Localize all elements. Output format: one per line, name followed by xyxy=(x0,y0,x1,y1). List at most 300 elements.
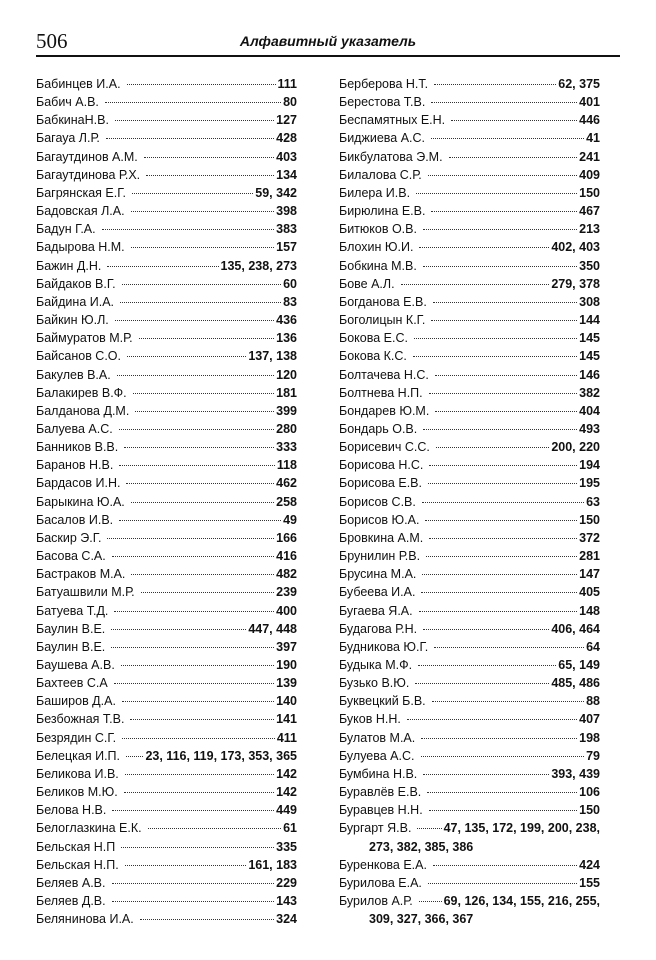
dot-leader xyxy=(119,429,274,430)
index-entry-line xyxy=(36,892,297,910)
author-name: Баушева А.В. xyxy=(36,658,115,672)
author-name: Борисов Ю.А. xyxy=(339,512,420,527)
index-entry-line xyxy=(339,747,600,765)
index-entry-line xyxy=(339,329,600,347)
author-name: Бажин Д.Н. xyxy=(36,258,102,273)
author-name: Буравлёв Е.В. xyxy=(339,785,422,800)
page-references: 80 xyxy=(283,95,297,110)
author-name: Бадун Г.А. xyxy=(36,222,96,237)
page-references: 409 xyxy=(579,167,600,182)
page-references: 403 xyxy=(276,149,297,164)
dot-leader xyxy=(124,447,274,448)
author-name: Бумбина Н.В. xyxy=(339,766,418,781)
dot-leader xyxy=(105,102,281,103)
author-name: Будыка М.Ф. xyxy=(339,658,413,672)
author-name: Бахтеев С.А xyxy=(36,676,108,691)
index-entry-line xyxy=(339,166,600,184)
page-references: 333 xyxy=(276,440,297,455)
index-entry-line xyxy=(339,93,600,111)
page-references: 436 xyxy=(276,313,297,328)
index-entry-line xyxy=(339,819,600,837)
index-entry xyxy=(339,856,600,874)
page-references: 449 xyxy=(276,803,297,818)
author-name: Бобкина М.В. xyxy=(339,258,417,273)
running-title: Алфавитный указатель xyxy=(239,33,417,49)
dot-leader xyxy=(436,447,549,448)
page-references-continued: 273, 382, 385, 386 xyxy=(369,839,474,854)
page-references: 213 xyxy=(579,222,600,237)
index-entry xyxy=(36,729,297,747)
index-entry-line xyxy=(339,129,600,147)
page-references: 150 xyxy=(579,185,600,200)
author-name: Бакулев В.А. xyxy=(36,367,111,382)
dot-leader xyxy=(122,738,275,739)
author-name: Бурилов А.Р. xyxy=(339,894,413,909)
index-entry xyxy=(36,111,297,129)
index-entry xyxy=(36,783,297,801)
dot-leader xyxy=(106,138,274,139)
index-entry xyxy=(36,129,297,147)
author-name: Бастраков М.А. xyxy=(36,567,126,582)
page-references: 446 xyxy=(579,113,600,128)
index-entry-line xyxy=(339,674,600,692)
page-references: 157 xyxy=(276,240,297,255)
page-references: 258 xyxy=(276,494,297,509)
dot-leader xyxy=(423,774,549,775)
dot-leader xyxy=(131,211,275,212)
page-references: 147 xyxy=(579,567,600,582)
dot-leader xyxy=(419,901,442,902)
dot-leader xyxy=(115,120,274,121)
dot-leader xyxy=(122,701,274,702)
index-entry-line xyxy=(36,838,297,856)
page-references: 372 xyxy=(579,530,600,545)
dot-leader xyxy=(117,375,274,376)
index-entry xyxy=(36,474,297,492)
page-references: 155 xyxy=(579,875,600,890)
index-column-left xyxy=(36,75,297,928)
page-references: 150 xyxy=(579,512,600,527)
page-references: 61 xyxy=(283,821,297,836)
page-references: 64 xyxy=(586,639,600,654)
dot-leader xyxy=(421,756,585,757)
author-name: Буков Н.Н. xyxy=(339,712,401,727)
dot-leader xyxy=(433,302,577,303)
index-entry xyxy=(36,384,297,402)
dot-leader xyxy=(111,629,246,630)
index-entry-line xyxy=(339,257,600,275)
index-entry-line xyxy=(36,565,297,583)
author-name: Бикбулатова Э.М. xyxy=(339,149,443,164)
author-name: Бабинцев И.А. xyxy=(36,77,121,91)
page-references: 111 xyxy=(277,77,297,91)
dot-leader xyxy=(131,574,274,575)
index-entry-line xyxy=(339,892,600,910)
index-entry xyxy=(36,511,297,529)
index-entry xyxy=(36,93,297,111)
index-entry-line xyxy=(36,220,297,238)
author-name: Беляев А.В. xyxy=(36,875,106,890)
index-entry xyxy=(36,910,297,928)
dot-leader xyxy=(119,465,274,466)
index-entry xyxy=(339,111,600,129)
page-references: 143 xyxy=(276,894,297,909)
index-entry-line xyxy=(339,547,600,565)
author-name: Байдаков В.Г. xyxy=(36,276,116,291)
index-entry xyxy=(339,638,600,656)
author-name: Борисова Е.В. xyxy=(339,476,422,491)
author-name: Белова Н.В. xyxy=(36,803,107,818)
index-entry xyxy=(339,456,600,474)
dot-leader xyxy=(425,520,577,521)
index-entry-line xyxy=(339,493,600,511)
dot-leader xyxy=(146,175,274,176)
dot-leader xyxy=(428,483,577,484)
page-references: 400 xyxy=(276,603,297,618)
page-references: 241 xyxy=(579,149,600,164)
index-entry-line xyxy=(339,311,600,329)
page-references: 134 xyxy=(276,167,297,182)
page-header xyxy=(36,30,620,52)
dot-leader xyxy=(102,229,275,230)
index-entry xyxy=(339,438,600,456)
index-entry xyxy=(36,275,297,293)
index-entry-line xyxy=(339,656,600,674)
index-entry xyxy=(36,257,297,275)
index-entry-line xyxy=(339,529,600,547)
page-references: 406, 464 xyxy=(551,621,600,636)
index-entry-line xyxy=(339,710,600,728)
page-references: 137, 138 xyxy=(248,349,297,364)
dot-leader xyxy=(112,810,274,811)
index-entry-line xyxy=(339,347,600,365)
dot-leader xyxy=(131,247,274,248)
dot-leader xyxy=(112,883,275,884)
page-references: 393, 439 xyxy=(551,766,600,781)
page-references: 467 xyxy=(579,204,600,219)
dot-leader xyxy=(114,611,274,612)
author-name: Банников В.В. xyxy=(36,440,119,455)
index-entry xyxy=(339,692,600,710)
index-entry xyxy=(36,366,297,384)
author-name: Белецкая И.П. xyxy=(36,748,120,763)
index-column-right xyxy=(339,75,600,928)
index-entry-line xyxy=(36,602,297,620)
dot-leader xyxy=(423,229,577,230)
page-references: 69, 126, 134, 155, 216, 255, xyxy=(443,894,600,909)
dot-leader xyxy=(121,847,274,848)
dot-leader xyxy=(429,810,577,811)
author-name: Булуева А.С. xyxy=(339,748,415,763)
dot-leader xyxy=(115,320,274,321)
index-entry xyxy=(339,238,600,256)
author-name: Буквецкий Б.В. xyxy=(339,694,426,709)
author-name: Болтнева Н.П. xyxy=(339,385,423,400)
index-entry-line xyxy=(36,184,297,202)
index-entry-line xyxy=(36,329,297,347)
index-entry-line xyxy=(339,111,600,129)
author-name: Брунилин Р.В. xyxy=(339,549,421,564)
dot-leader xyxy=(407,719,577,720)
index-entry-line xyxy=(339,384,600,402)
index-entry-line xyxy=(339,148,600,166)
index-entry xyxy=(36,620,297,638)
author-name: Басова С.А. xyxy=(36,549,106,564)
author-name: Бургарт Я.В. xyxy=(339,821,412,836)
author-name: Брусина М.А. xyxy=(339,567,417,582)
dot-leader xyxy=(422,574,577,575)
page-references: 195 xyxy=(579,476,600,491)
index-entry-line xyxy=(36,238,297,256)
dot-leader xyxy=(431,102,577,103)
index-entry xyxy=(36,801,297,819)
dot-leader xyxy=(121,665,274,666)
author-name: Бурилова Е.А. xyxy=(339,875,422,890)
author-name: Белоглазкина Е.К. xyxy=(36,821,142,836)
index-entry-line xyxy=(36,511,297,529)
dot-leader xyxy=(427,792,577,793)
index-entry xyxy=(36,184,297,202)
index-entry xyxy=(36,638,297,656)
index-entry-line xyxy=(36,438,297,456)
index-entry-line xyxy=(36,874,297,892)
author-name: Байкин Ю.Л. xyxy=(36,313,109,328)
author-name: Беликов М.Ю. xyxy=(36,785,118,800)
page-references: 144 xyxy=(579,313,600,328)
author-name: Бирюлина Е.В. xyxy=(339,204,426,219)
dot-leader xyxy=(435,375,577,376)
index-entry-line xyxy=(36,293,297,311)
page-references: 136 xyxy=(276,331,297,346)
index-entry xyxy=(339,819,600,855)
page-references: 428 xyxy=(276,131,297,146)
dot-leader xyxy=(416,193,577,194)
dot-leader xyxy=(124,792,274,793)
author-name: Бокова К.С. xyxy=(339,349,407,364)
author-name: Бузько В.Ю. xyxy=(339,676,410,691)
dot-leader xyxy=(125,865,247,866)
dot-leader xyxy=(431,320,577,321)
author-name: Бабич А.В. xyxy=(36,95,99,110)
dot-leader xyxy=(421,738,577,739)
dot-leader xyxy=(144,157,274,158)
index-entry xyxy=(36,838,297,856)
index-entry-line xyxy=(339,366,600,384)
dot-leader xyxy=(415,683,549,684)
index-entry xyxy=(36,710,297,728)
index-entry xyxy=(339,474,600,492)
author-name: Баулин В.Е. xyxy=(36,621,106,636)
dot-leader xyxy=(432,701,584,702)
author-name: Бельская Н.П xyxy=(36,839,116,854)
index-entry xyxy=(339,402,600,420)
author-name: Безрядин С.Г. xyxy=(36,730,117,745)
dot-leader xyxy=(119,520,281,521)
index-entry-line xyxy=(339,184,600,202)
page-references: 281 xyxy=(579,549,600,564)
dot-leader xyxy=(141,592,275,593)
index-entry-line xyxy=(36,493,297,511)
index-entry xyxy=(339,93,600,111)
index-entry-line xyxy=(339,692,600,710)
author-name: Бельская Н.П. xyxy=(36,857,119,872)
page-references: 140 xyxy=(276,694,297,709)
index-entry-line xyxy=(36,257,297,275)
dot-leader xyxy=(114,683,274,684)
dot-leader xyxy=(434,84,556,85)
page-references: 324 xyxy=(276,912,297,927)
index-entry xyxy=(339,420,600,438)
index-entry xyxy=(36,420,297,438)
page-references: 62, 375 xyxy=(558,77,600,91)
index-entry xyxy=(339,874,600,892)
index-entry-line xyxy=(339,783,600,801)
dot-leader xyxy=(112,901,275,902)
dot-leader xyxy=(140,919,274,920)
index-entry-line xyxy=(339,293,600,311)
dot-leader xyxy=(148,828,282,829)
page-references: 166 xyxy=(276,530,297,545)
dot-leader xyxy=(127,356,246,357)
page-references-continued: 309, 327, 366, 367 xyxy=(369,912,474,927)
dot-leader xyxy=(401,284,550,285)
index-entry xyxy=(339,547,600,565)
page-references: 485, 486 xyxy=(551,676,600,691)
dot-leader xyxy=(125,774,274,775)
dot-leader xyxy=(451,120,577,121)
index-entry xyxy=(36,293,297,311)
author-name: Биджиева А.С. xyxy=(339,131,426,146)
dot-leader xyxy=(431,138,584,139)
page-references: 142 xyxy=(276,785,297,800)
page-references: 462 xyxy=(276,476,297,491)
dot-leader xyxy=(132,193,253,194)
index-entry-line xyxy=(36,547,297,565)
index-entry-line xyxy=(36,910,297,928)
page-references: 145 xyxy=(579,349,600,364)
index-entry xyxy=(36,238,297,256)
index-entry xyxy=(339,347,600,365)
index-entry-line xyxy=(36,420,297,438)
author-name: Буравцев Н.Н. xyxy=(339,803,423,818)
author-name: Борисова Н.С. xyxy=(339,458,424,473)
index-entry-line xyxy=(339,583,600,601)
author-name: Берестова Т.В. xyxy=(339,95,426,110)
dot-leader xyxy=(429,393,578,394)
index-entry xyxy=(36,529,297,547)
index-entry-line xyxy=(36,111,297,129)
page-references: 47, 135, 172, 199, 200, 238, xyxy=(443,821,600,836)
page-references: 150 xyxy=(579,803,600,818)
author-name: Буренкова Е.А. xyxy=(339,857,427,872)
index-entry xyxy=(339,293,600,311)
index-entry-line xyxy=(36,275,297,293)
page-references: 59, 342 xyxy=(255,185,297,200)
index-entry-line xyxy=(36,529,297,547)
page-references: 407 xyxy=(579,712,600,727)
index-entry xyxy=(339,75,600,93)
author-name: Билера И.В. xyxy=(339,185,411,200)
author-name: Булатов М.А. xyxy=(339,730,416,745)
index-entry xyxy=(36,347,297,365)
index-entry xyxy=(36,874,297,892)
author-name: Балуева А.С. xyxy=(36,421,113,436)
author-name: Билалова С.Р. xyxy=(339,167,422,182)
index-entry xyxy=(339,529,600,547)
dot-leader xyxy=(139,338,275,339)
index-entry xyxy=(339,674,600,692)
page-references: 65, 149 xyxy=(558,658,600,672)
index-entry-line xyxy=(36,783,297,801)
dot-leader xyxy=(418,665,556,666)
page-references: 60 xyxy=(283,276,297,291)
dot-leader xyxy=(417,828,441,829)
author-name: Бадырова Н.М. xyxy=(36,240,125,255)
index-entry-line xyxy=(339,275,600,293)
page-references: 350 xyxy=(579,258,600,273)
index-entry xyxy=(36,692,297,710)
page-references: 88 xyxy=(586,694,600,709)
index-entry xyxy=(36,856,297,874)
index-entry-line xyxy=(36,366,297,384)
page-references: 120 xyxy=(276,367,297,382)
dot-leader xyxy=(120,302,281,303)
page-references: 482 xyxy=(276,567,297,582)
page-references: 41 xyxy=(586,131,600,146)
index-entry-line xyxy=(339,729,600,747)
index-entry-line xyxy=(339,238,600,256)
author-name: Будникова Ю.Г. xyxy=(339,639,429,654)
author-name: Батуева Т.Д. xyxy=(36,603,109,618)
page-number: 506 xyxy=(36,29,68,53)
index-entry xyxy=(36,329,297,347)
index-entry-line xyxy=(339,856,600,874)
dot-leader xyxy=(431,211,577,212)
page-references: 229 xyxy=(276,875,297,890)
page-references: 402, 403 xyxy=(551,240,600,255)
dot-leader xyxy=(435,411,577,412)
author-name: Борисевич С.С. xyxy=(339,440,430,455)
index-entry xyxy=(36,765,297,783)
author-name: Бондарь О.В. xyxy=(339,421,418,436)
index-entry-line xyxy=(36,638,297,656)
author-name: Болтачева Н.С. xyxy=(339,367,429,382)
index-entry-line xyxy=(36,148,297,166)
index-entry-line xyxy=(339,402,600,420)
dot-leader xyxy=(122,284,282,285)
dot-leader xyxy=(423,266,577,267)
dot-leader xyxy=(126,483,274,484)
page-references: 416 xyxy=(276,549,297,564)
page-references: 145 xyxy=(579,331,600,346)
index-entry-line xyxy=(36,819,297,837)
page-references: 405 xyxy=(579,585,600,600)
index-entry-line xyxy=(36,765,297,783)
index-entry xyxy=(339,765,600,783)
dot-leader xyxy=(135,411,274,412)
index-entry xyxy=(36,674,297,692)
index-entry xyxy=(339,275,600,293)
header-rule xyxy=(36,55,620,57)
index-entry xyxy=(36,892,297,910)
page-references: 447, 448 xyxy=(248,621,297,636)
index-entry xyxy=(36,75,297,93)
author-name: Богданова Е.В. xyxy=(339,294,427,309)
author-name: Будагова Р.Н. xyxy=(339,621,418,636)
index-entry-line xyxy=(36,710,297,728)
index-entry-line xyxy=(36,166,297,184)
author-name: БабкинаН.В. xyxy=(36,113,109,128)
